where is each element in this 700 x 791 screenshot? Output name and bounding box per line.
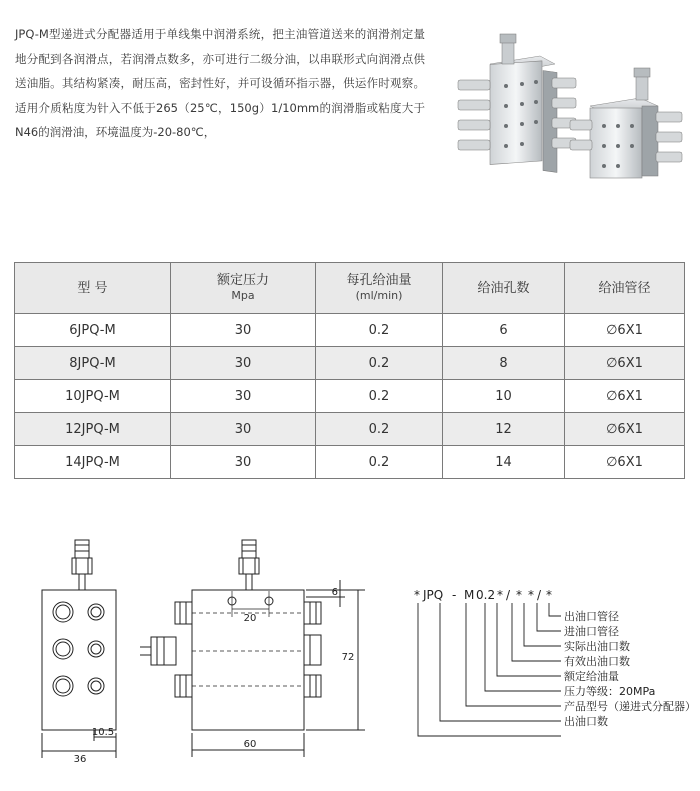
cell-flow: 0.2	[316, 413, 443, 446]
table-row	[15, 380, 685, 413]
cell-pipe: ∅6X1	[565, 314, 685, 347]
cell-pipe: ∅6X1	[565, 413, 685, 446]
cell-ports: 8	[443, 347, 565, 380]
header-pressure: 额定压力 Mpa	[171, 263, 316, 314]
header-model: 型 号	[15, 263, 171, 314]
dim-36: 36	[73, 754, 87, 765]
cell-ports: 14	[443, 446, 565, 479]
legend-actual-outlets: 实际出油口数	[564, 640, 630, 653]
code-slash-2: /	[537, 588, 542, 602]
cell-flow: 0.2	[316, 347, 443, 380]
cell-model: 14JPQ-M	[15, 446, 171, 479]
legend-effective-outlets: 有效出油口数	[564, 655, 630, 668]
table-row	[15, 314, 685, 347]
legend-inlet-pipe: 进油口管径	[564, 625, 619, 638]
front-view	[140, 540, 365, 757]
table-header-row	[15, 263, 685, 314]
cell-ports: 10	[443, 380, 565, 413]
dim-6: 6	[331, 587, 338, 598]
product-photo	[440, 28, 690, 198]
legend-rated-flow: 额定给油量	[564, 670, 619, 683]
code-star-3: *	[516, 588, 522, 602]
code-jpq: JPQ	[423, 588, 444, 602]
code-star-5: *	[546, 588, 552, 602]
code-dash: -	[452, 588, 457, 602]
cell-pressure: 30	[171, 380, 316, 413]
cell-ports: 6	[443, 314, 565, 347]
dim-72: 72	[341, 652, 355, 663]
legend-outlet-count: 出油口数	[564, 715, 608, 728]
cell-model: 12JPQ-M	[15, 413, 171, 446]
legend-pressure: 压力等级：20MPa	[564, 685, 656, 698]
distributor-block-small	[570, 68, 682, 178]
intro-text: JPQ-M型递进式分配器适用于单线集中润滑系统，把主油管道送来的润滑剂定量地分配到各润滑点，若润滑点数多，亦可进行二级分油，以串联形式向润滑点供送油脂。其结构紧凑，耐压高，密封性好，并可设循环指示器，供运作时观察。适用介质粘度为针入不低于265（25℃，150g）1/10mm的润滑脂或粘度大于N46的润滑油，环境温度为-20-80℃，	[15, 27, 425, 139]
cell-model: 6JPQ-M	[15, 314, 171, 347]
cell-pipe: ∅6X1	[565, 380, 685, 413]
table-row	[15, 446, 685, 479]
cell-pipe: ∅6X1	[565, 347, 685, 380]
header-ports: 给油孔数	[443, 263, 565, 314]
code-leader-lines	[418, 603, 561, 736]
distributor-block-large	[458, 34, 576, 172]
cell-model: 8JPQ-M	[15, 347, 171, 380]
cell-flow: 0.2	[316, 314, 443, 347]
cell-pressure: 30	[171, 347, 316, 380]
dim-20: 20	[243, 613, 257, 624]
cell-pressure: 30	[171, 314, 316, 347]
cell-pressure: 30	[171, 413, 316, 446]
code-star-1: *	[414, 588, 420, 602]
cell-ports: 12	[443, 413, 565, 446]
cell-flow: 0.2	[316, 380, 443, 413]
code-legend	[564, 609, 696, 728]
cell-pipe: ∅6X1	[565, 446, 685, 479]
header-flow: 每孔给油量 (ml/min)	[316, 263, 443, 314]
spec-table	[14, 262, 685, 479]
dim-10-5: 10.5	[91, 727, 115, 738]
legend-outlet-pipe: 出油口管径	[564, 610, 619, 623]
header-pipe: 给油管径	[565, 263, 685, 314]
cell-pressure: 30	[171, 446, 316, 479]
cell-flow: 0.2	[316, 446, 443, 479]
code-star-2: *	[497, 588, 503, 602]
technical-drawing	[0, 525, 700, 791]
table-row	[15, 413, 685, 446]
code-m: M	[464, 588, 475, 602]
side-view	[42, 540, 116, 758]
model-code	[414, 588, 552, 602]
code-value: 0.2	[476, 588, 496, 602]
code-star-4: *	[528, 588, 534, 602]
cell-model: 10JPQ-M	[15, 380, 171, 413]
code-slash-1: /	[506, 588, 511, 602]
dim-60: 60	[243, 739, 257, 750]
table-row	[15, 347, 685, 380]
legend-model: 产品型号（递进式分配器）	[564, 700, 696, 713]
